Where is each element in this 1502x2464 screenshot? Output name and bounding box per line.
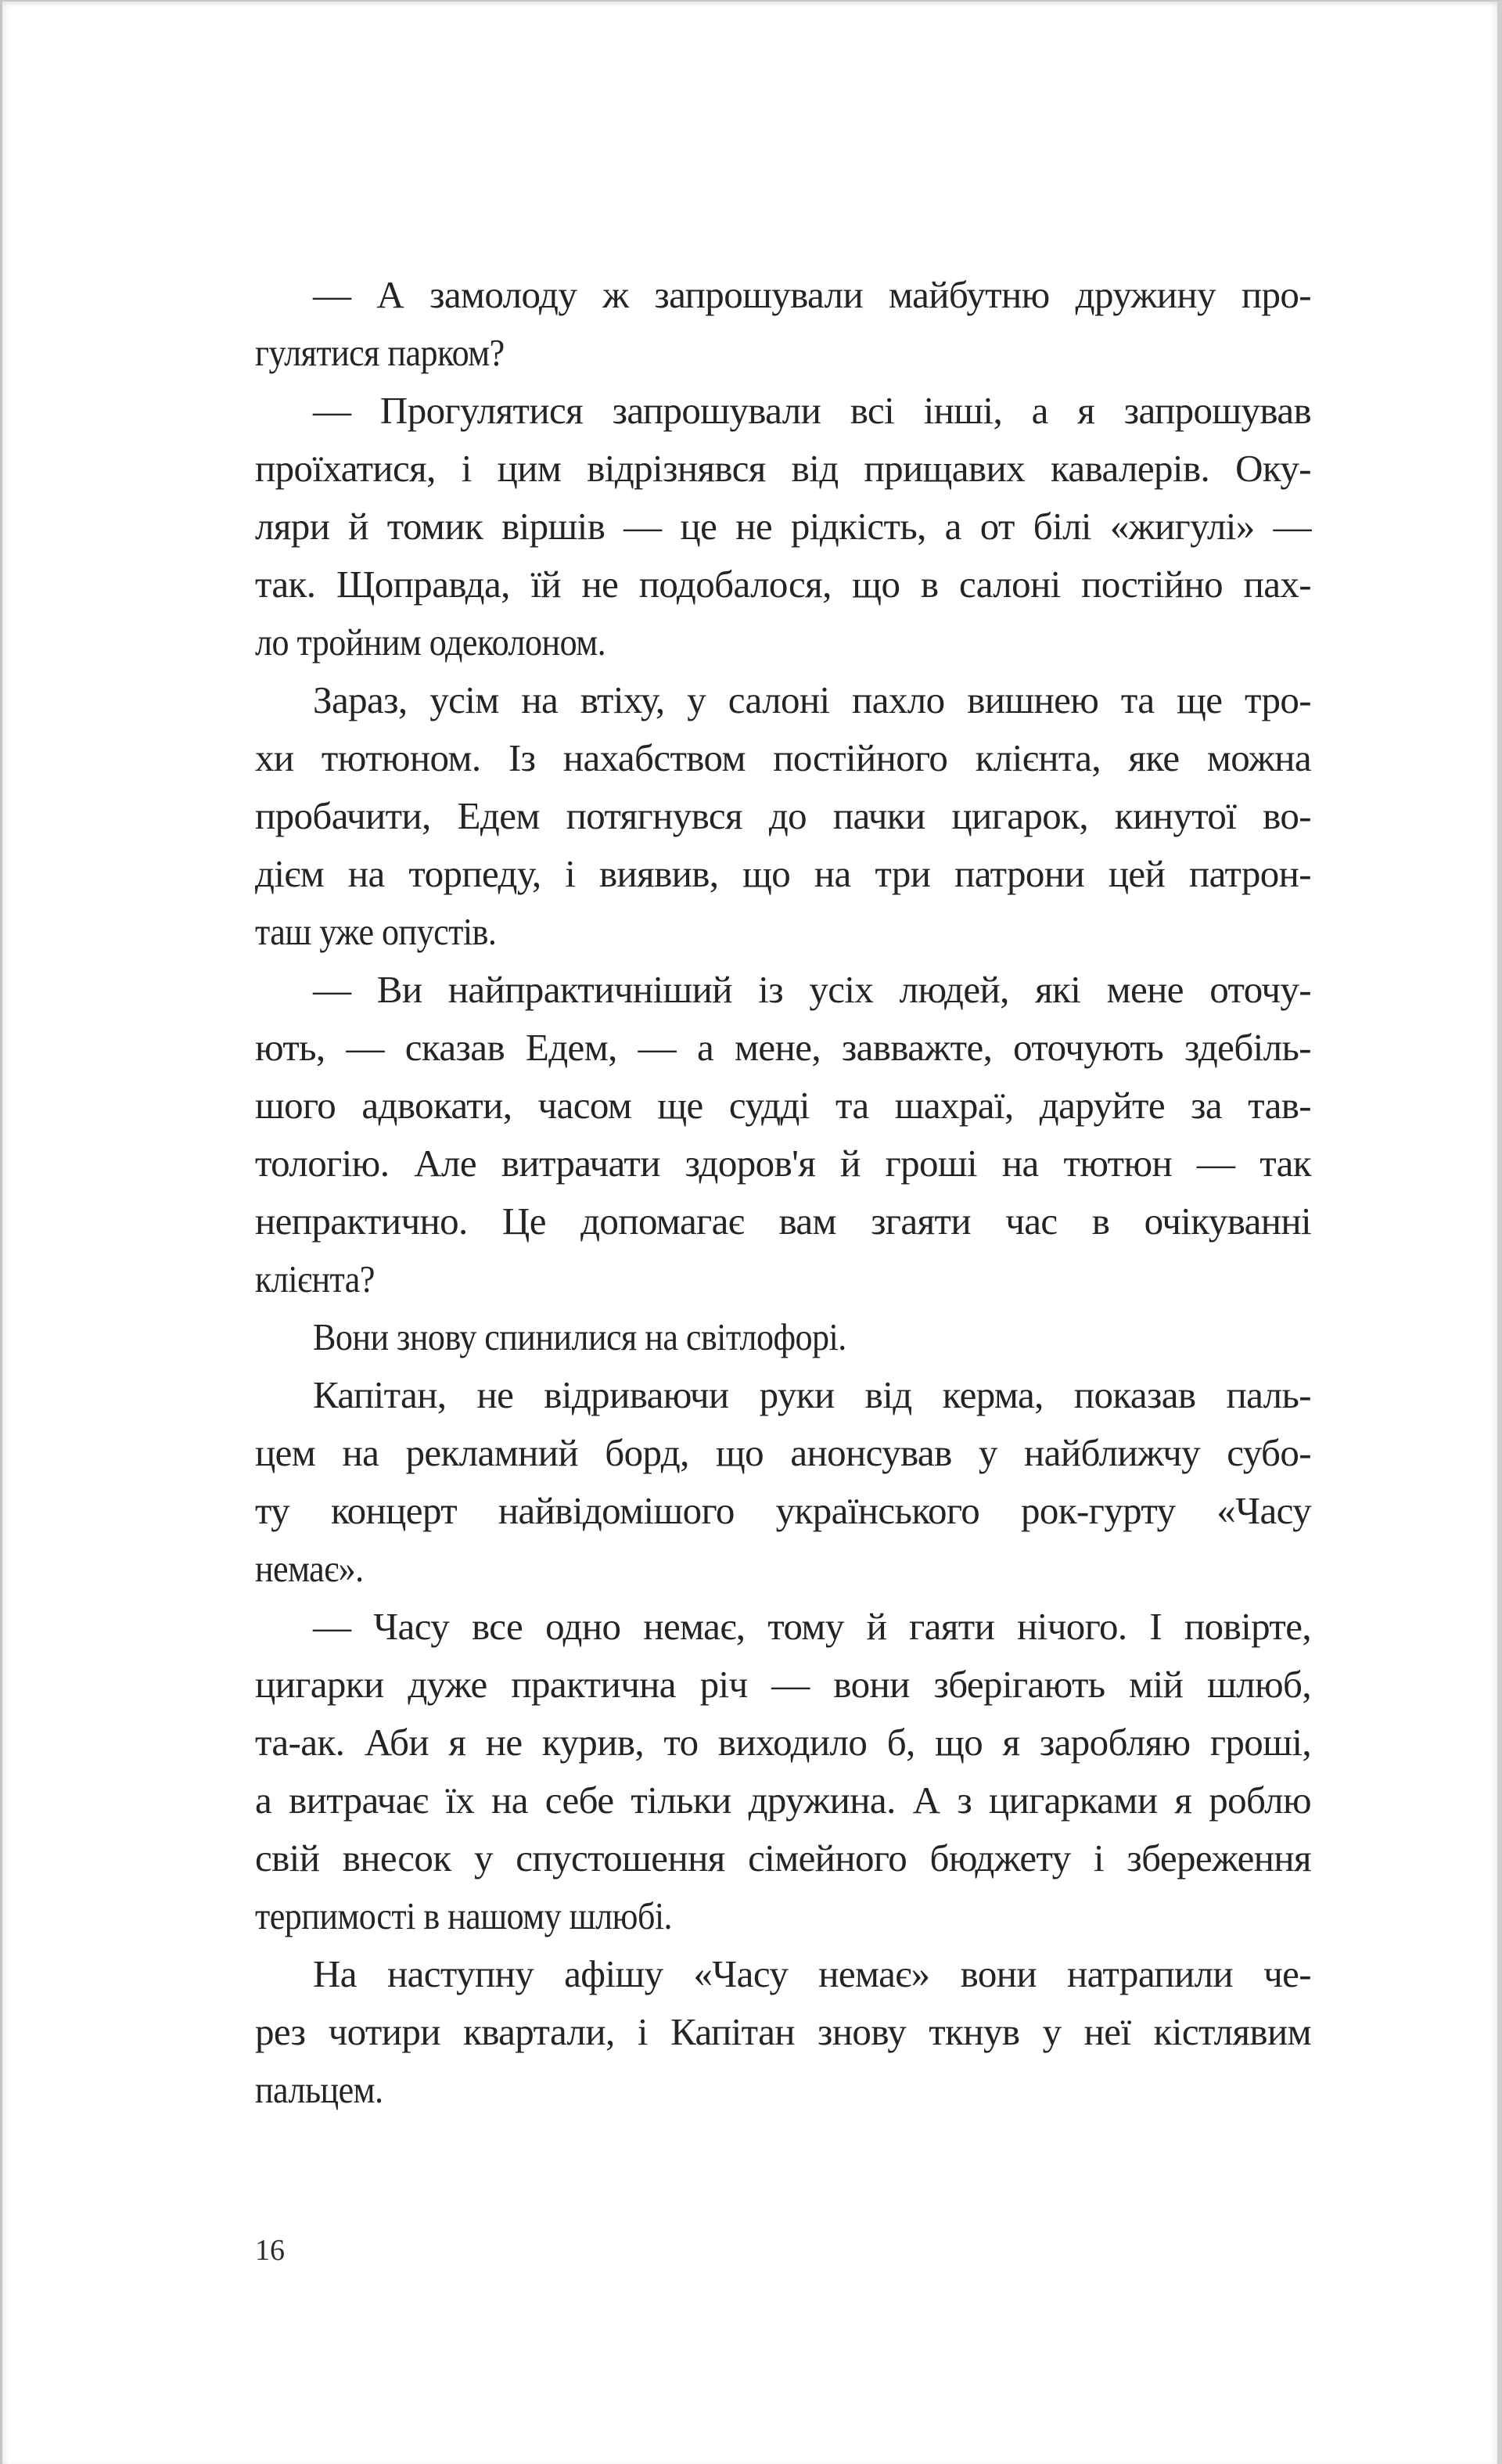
text-line: ло тройним одеколоном. <box>255 620 606 664</box>
text-line: пробачити, Едем потягнувся до пачки цигарок, кинутої во- <box>255 794 1311 837</box>
text-line: цигарки дуже практична річ — вони зберігають мій шлюб, <box>255 1663 1311 1706</box>
text-line: — Прогулятися запрошували всі інші, а я запрошував <box>313 389 1311 432</box>
text-line: та-ак. Аби я не курив, то виходило б, що я заробляю гроші, <box>255 1721 1311 1764</box>
text-line: — Ви найпрактичніший із усіх людей, які мене оточу- <box>313 968 1311 1011</box>
text-line: хи тютюном. Із нахабством постійного клієнта, яке можна <box>255 736 1311 779</box>
text-line: немає». <box>255 1547 364 1590</box>
text-line: ту концерт найвідомішого українського рок-гурту «Часу <box>255 1489 1311 1532</box>
text-line: Вони знову спинилися на світлофорі. <box>313 1315 846 1358</box>
text-line: — А замолоду ж запрошували майбутню дружину про- <box>313 273 1311 316</box>
text-line: ляри й томик віршів — це не рідкість, а от білі «жигулі» — <box>255 505 1311 548</box>
text-line: терпимості в нашому шлюбі. <box>255 1894 673 1937</box>
text-line: рез чотири квартали, і Капітан знову ткнув у неї кістлявим <box>255 2010 1311 2053</box>
text-line: свій внесок у спустошення сімейного бюджету і збереження <box>255 1836 1311 1879</box>
text-line: таш уже опустів. <box>255 910 497 953</box>
text-line: гулятися парком? <box>255 331 505 374</box>
text-line: проїхатися, і цим відрізнявся від прищавих кавалерів. Оку- <box>255 447 1311 490</box>
text-line: пальцем. <box>255 2068 383 2111</box>
text-line: На наступну афішу «Часу немає» вони натрапили че- <box>313 1952 1311 1995</box>
text-line: а витрачає їх на себе тільки дружина. А з цигарками я роблю <box>255 1779 1311 1822</box>
text-line: — Часу все одно немає, тому й гаяти нічого. І повірте, <box>313 1605 1311 1648</box>
page-number: 16 <box>255 2234 285 2267</box>
body-text <box>255 266 1311 2119</box>
text-line: Капітан, не відриваючи руки від керма, показав паль- <box>313 1373 1311 1416</box>
text-line: непрактично. Це допомагає вам згаяти час в очікуванні <box>255 1200 1311 1243</box>
text-line: цем на рекламний борд, що анонсував у найближчу субо- <box>255 1431 1311 1474</box>
text-line: ють, — сказав Едем, — а мене, завважте, оточують здебіль- <box>255 1026 1311 1069</box>
text-line: так. Щоправда, їй не подобалося, що в салоні постійно пах- <box>255 563 1311 606</box>
text-line: дієм на торпеду, і виявив, що на три патрони цей патрон- <box>255 852 1311 895</box>
text-line: клієнта? <box>255 1257 375 1300</box>
text-line: шого адвокати, часом ще судді та шахраї, даруйте за тав- <box>255 1084 1311 1127</box>
text-line: Зараз, усім на втіху, у салоні пахло вишнею та ще тро- <box>313 678 1311 721</box>
text-line: тологію. Але витрачати здоров'я й гроші на тютюн — так <box>255 1142 1311 1185</box>
